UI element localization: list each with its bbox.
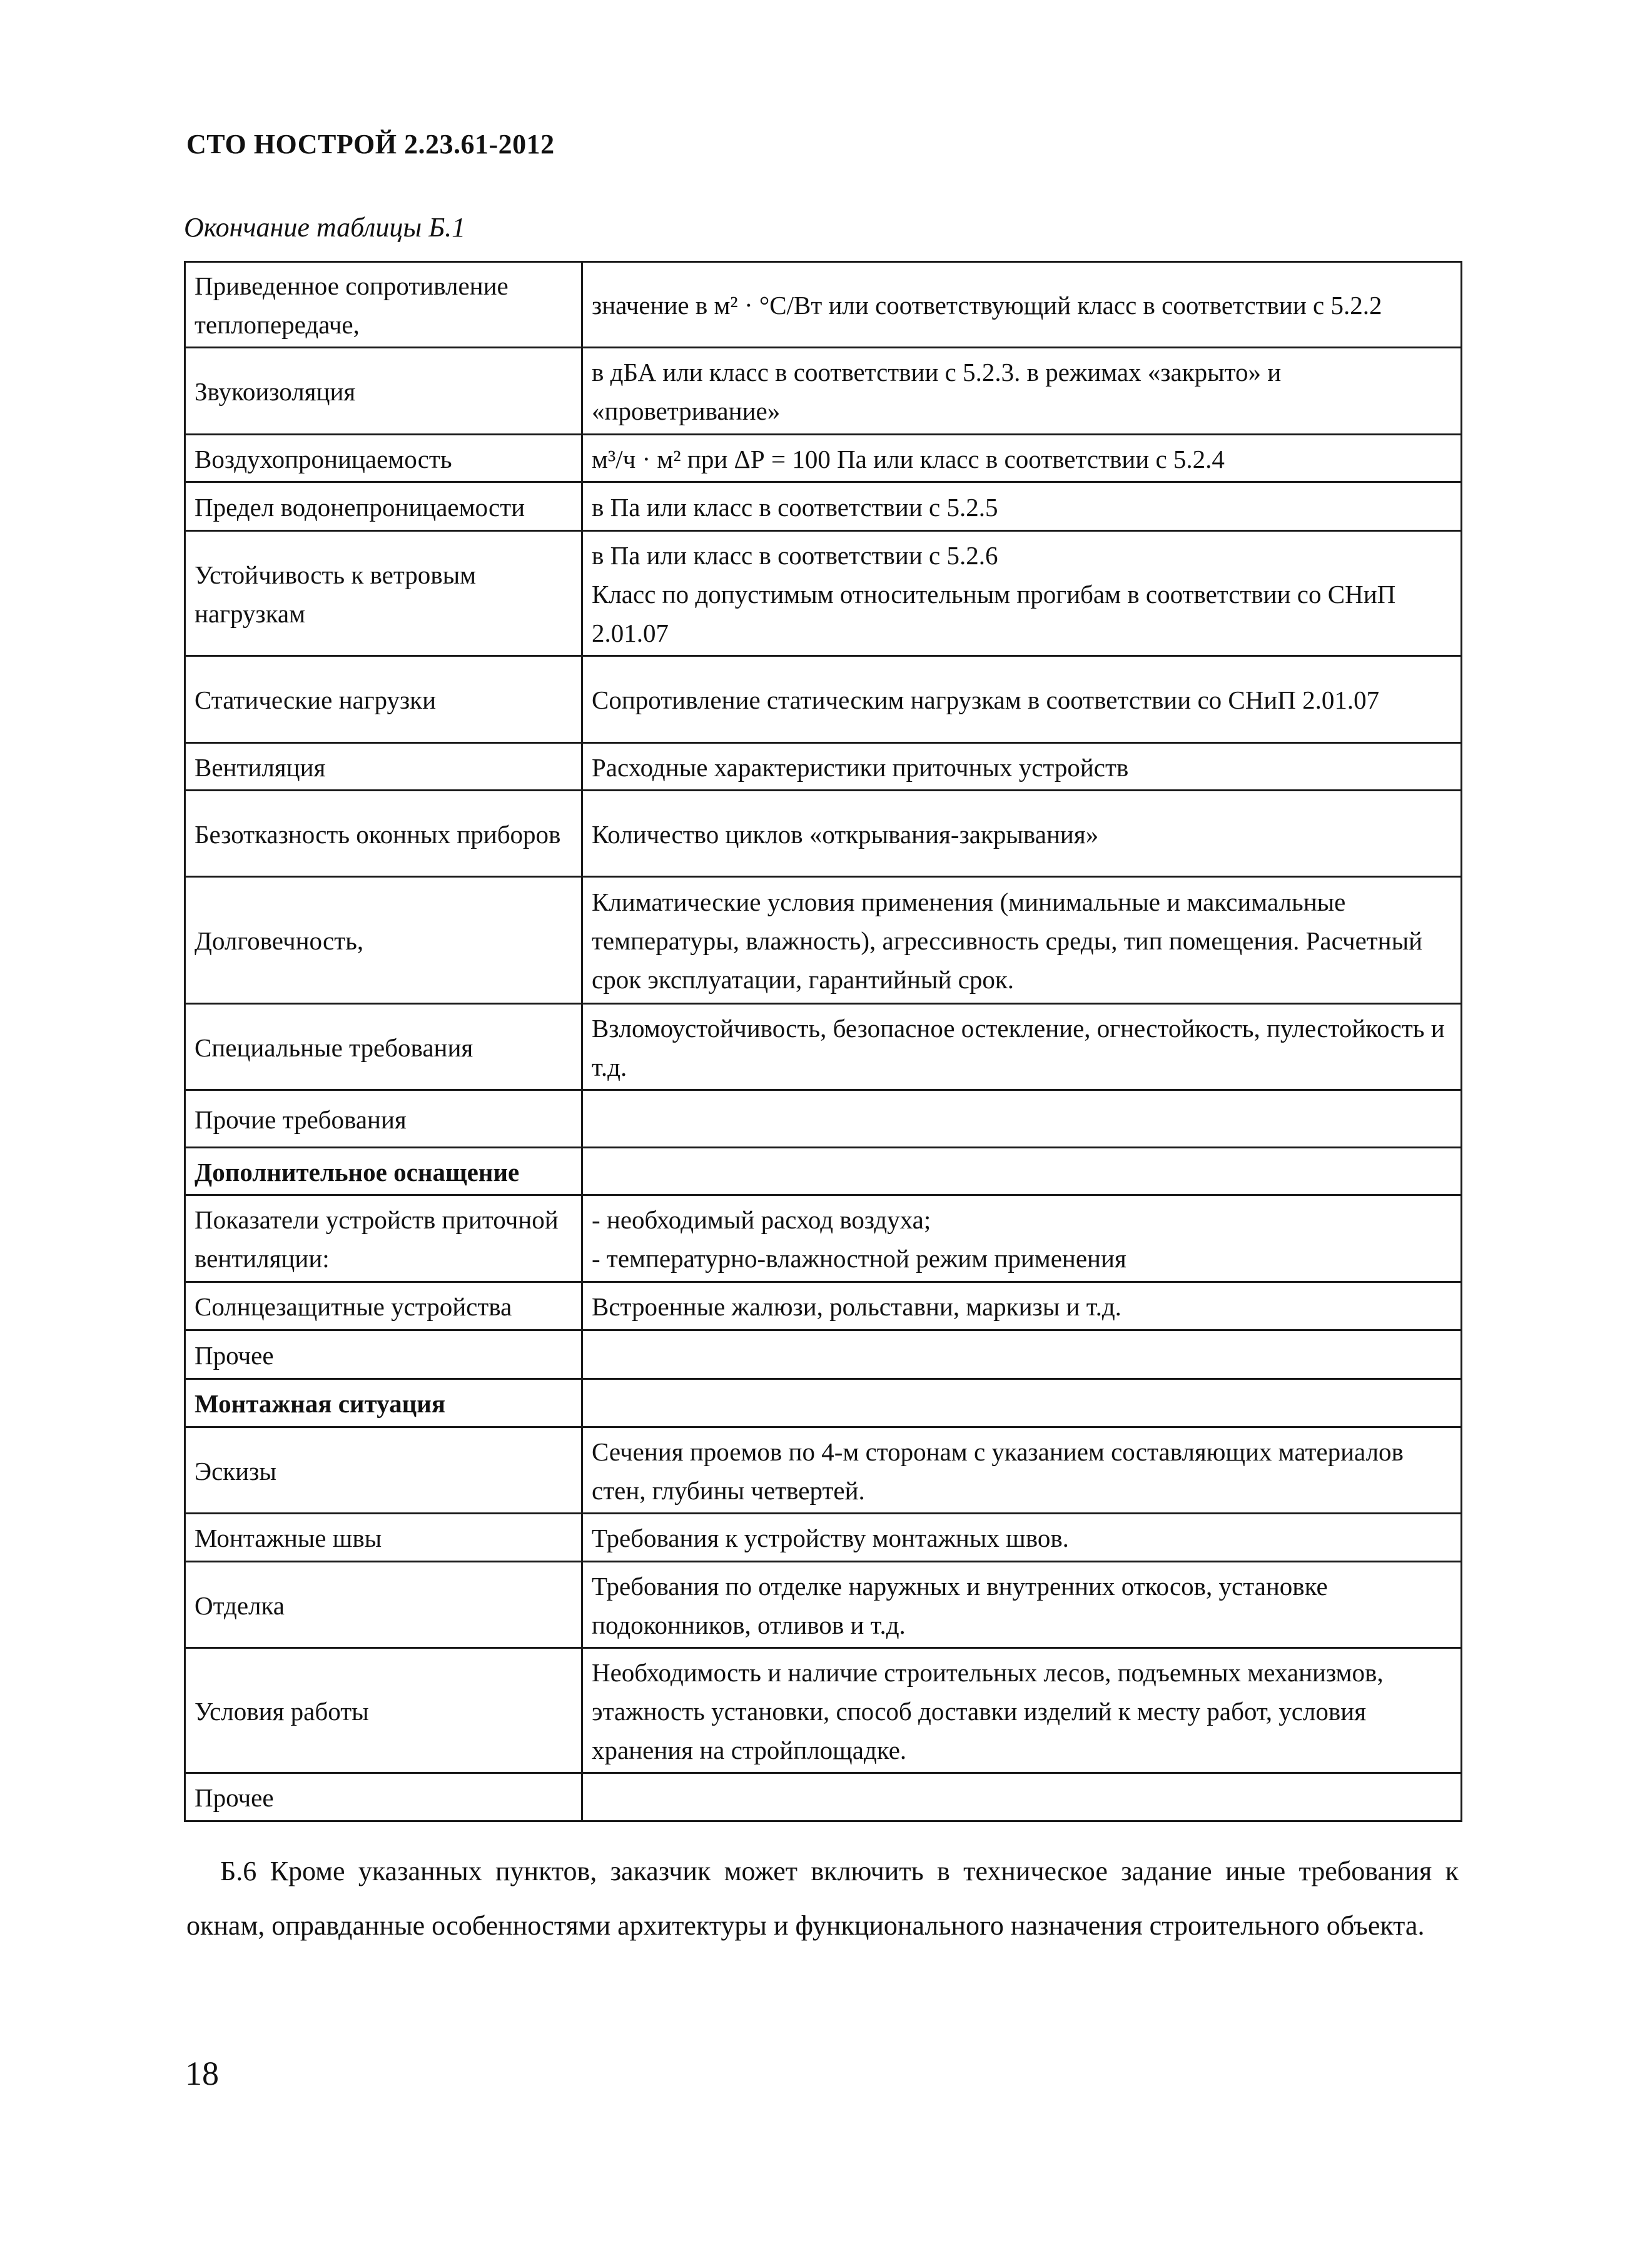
requirement-cell: Сечения проемов по 4-м сторонам с указанием составляющих материалов стен, глубины четвертей.: [582, 1427, 1462, 1514]
parameter-cell: Вентиляция: [185, 743, 582, 791]
note-paragraph: Б.6 Кроме указанных пунктов, заказчик может включить в техническое задание иные требования к окнам, оправданные особенностями архитектуры и функционального назначения строительного объекта.: [186, 1856, 1459, 1941]
parameter-cell: Эскизы: [185, 1427, 582, 1514]
parameter-cell: Звукоизоляция: [185, 348, 582, 435]
table-row: [185, 1195, 1462, 1282]
table-row: [185, 531, 1462, 656]
requirement-cell: в дБА или класс в соответствии с 5.2.3. в режимах «закрыто» и «проветривание»: [582, 348, 1462, 435]
table-row: [185, 791, 1462, 877]
requirement-cell: Взломоустойчивость, безопасное остекление, огнестойкость, пулестойкость и т.д.: [582, 1004, 1462, 1090]
requirement-cell: - необходимый расход воздуха; - температурно-влажностной режим применения: [582, 1195, 1462, 1282]
requirement-cell: Количество циклов «открывания-закрывания»: [582, 791, 1462, 877]
document-header: СТО НОСТРОЙ 2.23.61-2012: [186, 129, 555, 159]
requirement-cell: Сопротивление статическим нагрузкам в соответствии со СНиП 2.01.07: [582, 656, 1462, 743]
page-number: 18: [185, 2055, 219, 2092]
requirements-table-body: [185, 262, 1462, 1821]
parameter-cell: Солнцезащитные устройства: [185, 1282, 582, 1330]
parameter-cell: Долговечность,: [185, 877, 582, 1004]
requirement-cell: Встроенные жалюзи, рольставни, маркизы и т.д.: [582, 1282, 1462, 1330]
parameter-cell: Предел водонепроницаемости: [185, 482, 582, 531]
parameter-cell: Воздухопроницаемость: [185, 435, 582, 482]
table-row: [185, 262, 1462, 348]
requirement-cell: м³/ч · м² при ΔР = 100 Па или класс в соответствии с 5.2.4: [582, 435, 1462, 482]
requirement-cell: [582, 1330, 1462, 1379]
table-row: [185, 1562, 1462, 1648]
parameter-cell: Прочее: [185, 1330, 582, 1379]
requirements-table: [184, 261, 1462, 1822]
requirement-cell: Требования по отделке наружных и внутренних откосов, установке подоконников, отливов и т.д.: [582, 1562, 1462, 1648]
table-row: [185, 656, 1462, 743]
table-row: [185, 482, 1462, 531]
parameter-cell: Прочие требования: [185, 1090, 582, 1148]
parameter-cell: Прочее: [185, 1773, 582, 1821]
requirement-cell: [582, 1148, 1462, 1195]
requirement-cell: [582, 1773, 1462, 1821]
requirement-cell: Необходимость и наличие строительных лесов, подъемных механизмов, этажность установки, способ доставки изделий к месту работ, условия хранения на стройплощадке.: [582, 1648, 1462, 1773]
table-row: [185, 1427, 1462, 1514]
parameter-cell: Специальные требования: [185, 1004, 582, 1090]
parameter-cell: Показатели устройств приточной вентиляции:: [185, 1195, 582, 1282]
requirement-cell: Климатические условия применения (минимальные и максимальные температуры, влажность), агрессивность среды, тип помещения. Расчетный срок эксплуатации, гарантийный срок.: [582, 877, 1462, 1004]
table-row: [185, 877, 1462, 1004]
table-row: [185, 1379, 1462, 1427]
table-row: [185, 1004, 1462, 1090]
table-row: [185, 1648, 1462, 1773]
requirement-cell: в Па или класс в соответствии с 5.2.5: [582, 482, 1462, 531]
section-heading-cell: Монтажная ситуация: [185, 1379, 582, 1427]
requirement-cell: [582, 1090, 1462, 1148]
requirement-cell: значение в м² · °С/Вт или соответствующий класс в соответствии с 5.2.2: [582, 262, 1462, 348]
table-row: [185, 1773, 1462, 1821]
table-row: [185, 1282, 1462, 1330]
parameter-cell: Устойчивость к ветровым нагрузкам: [185, 531, 582, 656]
requirement-cell: в Па или класс в соответствии с 5.2.6 Класс по допустимым относительным прогибам в соответствии со СНиП 2.01.07: [582, 531, 1462, 656]
table-row: [185, 1330, 1462, 1379]
parameter-cell: Отделка: [185, 1562, 582, 1648]
section-heading-cell: Дополнительное оснащение: [185, 1148, 582, 1195]
table-row: [185, 435, 1462, 482]
table-row: [185, 1514, 1462, 1562]
requirement-cell: Расходные характеристики приточных устройств: [582, 743, 1462, 791]
requirement-cell: Требования к устройству монтажных швов.: [582, 1514, 1462, 1562]
parameter-cell: Монтажные швы: [185, 1514, 582, 1562]
parameter-cell: Безотказность оконных приборов: [185, 791, 582, 877]
table-row: [185, 348, 1462, 435]
table-row: [185, 743, 1462, 791]
table-caption: Окончание таблицы Б.1: [184, 212, 466, 243]
table-row: [185, 1090, 1462, 1148]
requirement-cell: [582, 1379, 1462, 1427]
parameter-cell: Статические нагрузки: [185, 656, 582, 743]
table-row: [185, 1148, 1462, 1195]
parameter-cell: Условия работы: [185, 1648, 582, 1773]
parameter-cell: Приведенное сопротивление теплопередаче,: [185, 262, 582, 348]
